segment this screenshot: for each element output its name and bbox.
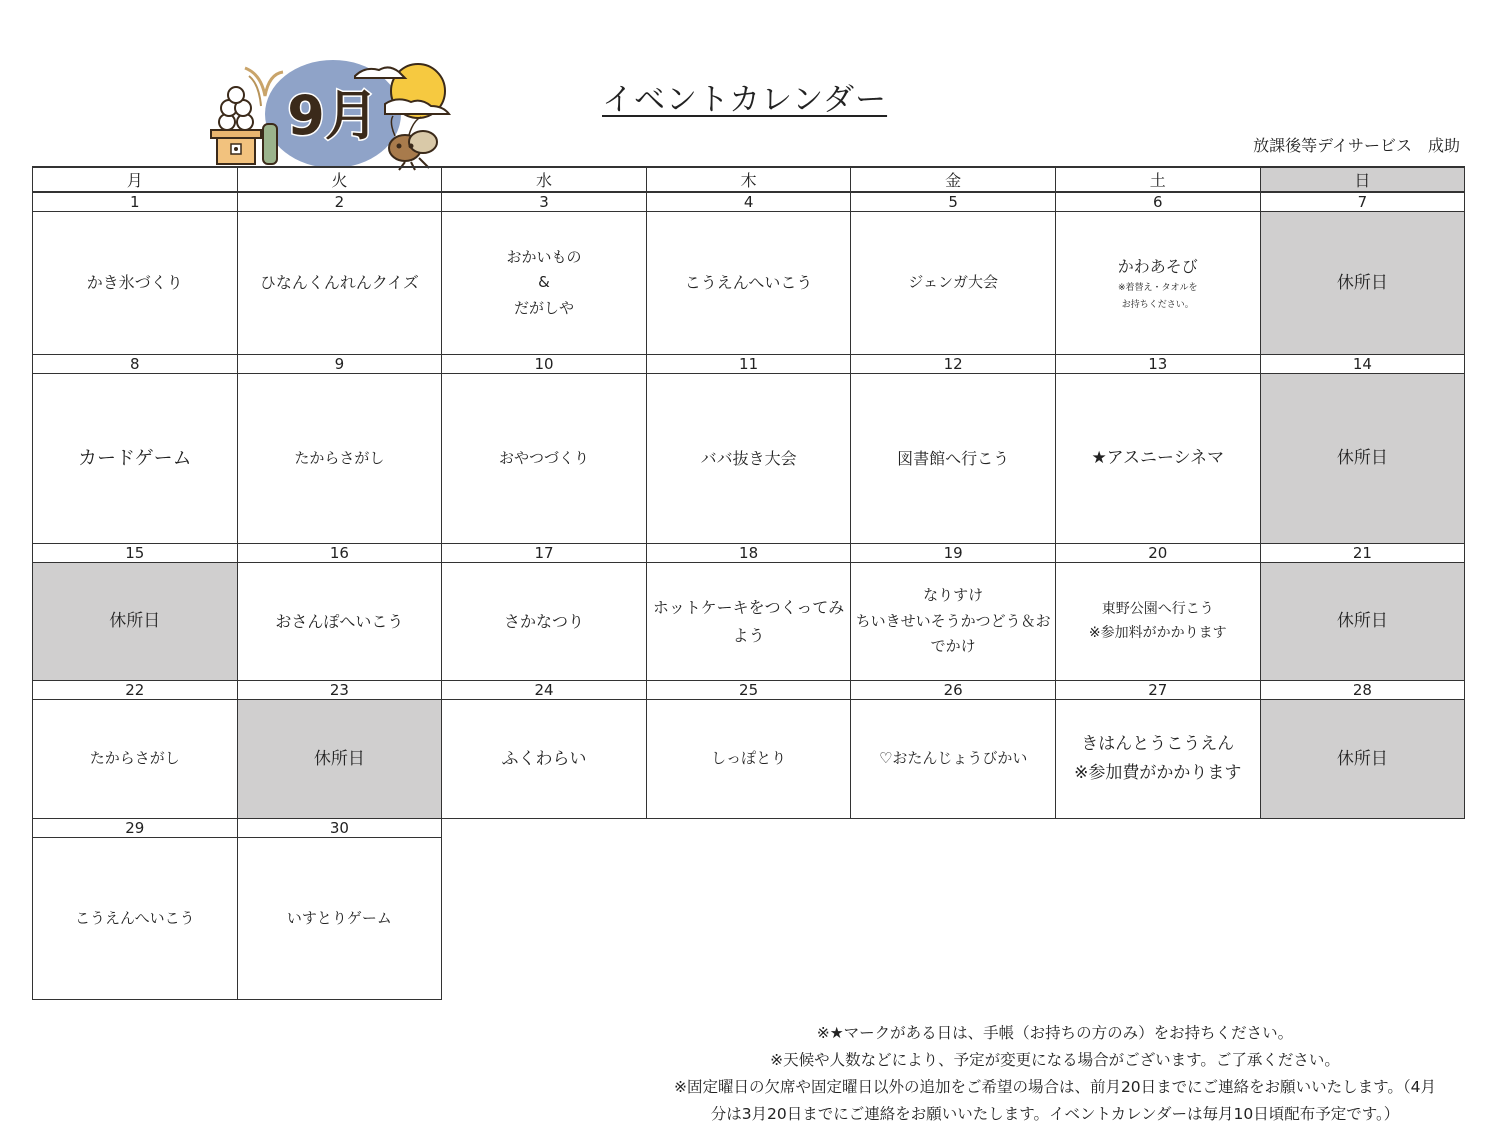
event-cell <box>32 373 238 544</box>
date-number: 4 <box>646 192 852 212</box>
note-line: 分は3月20日までにご連絡をお願いいたします。イベントカレンダーは毎月10日頃配布予定です。） <box>710 1105 1400 1123</box>
closed-label: 休所日 <box>313 748 365 769</box>
date-number: 22 <box>32 680 238 700</box>
notes-section <box>640 1020 1470 1128</box>
closed-label: 休所日 <box>1336 748 1388 769</box>
closed-day-cell <box>237 699 443 819</box>
event-cell <box>441 562 647 681</box>
date-number: 26 <box>850 680 1056 700</box>
date-number: 29 <box>32 818 238 838</box>
organization-name: 放課後等デイサービス 成助 <box>1253 136 1460 155</box>
event-text: かき氷づくり <box>86 273 183 293</box>
date-number: 5 <box>850 192 1056 212</box>
date-number: 2 <box>237 192 443 212</box>
page-title: イベントカレンダー <box>602 82 888 118</box>
event-text: ※参加料がかかります <box>1088 624 1227 641</box>
event-text: おかいもの <box>506 247 582 266</box>
event-text: ババ抜き大会 <box>700 448 797 468</box>
event-cell <box>1055 699 1261 819</box>
event-cell <box>237 837 443 1000</box>
date-number: 6 <box>1055 192 1261 212</box>
event-cell <box>646 373 852 544</box>
date-number: 12 <box>850 354 1056 374</box>
weekday-header: 水 <box>441 166 647 192</box>
event-cell <box>1055 211 1261 355</box>
weekday-header: 火 <box>237 166 443 192</box>
note-line: ※天候や人数などにより、予定が変更になる場合がございます。ご了承ください。 <box>770 1051 1340 1069</box>
event-cell <box>237 373 443 544</box>
date-number: 24 <box>441 680 647 700</box>
month-badge-illustration <box>205 58 467 176</box>
event-text: ジェンガ大会 <box>908 273 999 292</box>
event-cell <box>646 699 852 819</box>
event-text: おやつづくり <box>498 448 589 467</box>
event-text: ひなんくんれんクイズ <box>259 273 419 293</box>
date-number: 14 <box>1260 354 1466 374</box>
closed-day-cell <box>1260 373 1466 544</box>
date-number: 16 <box>237 543 443 563</box>
date-number: 20 <box>1055 543 1261 563</box>
event-cell <box>1055 562 1261 681</box>
event-cell <box>237 211 443 355</box>
closed-label: 休所日 <box>1336 448 1388 469</box>
closed-label: 休所日 <box>1336 272 1388 293</box>
event-cell <box>850 211 1056 355</box>
event-cell <box>441 373 647 544</box>
event-text: たからさがし <box>294 448 385 467</box>
event-text: ※参加費がかかります <box>1074 763 1242 783</box>
event-cell <box>32 699 238 819</box>
event-cell <box>32 211 238 355</box>
event-text: ホットケーキをつくってみ <box>652 598 845 618</box>
event-text: ♡おたんじょうびかい <box>878 749 1028 768</box>
event-cell <box>646 211 852 355</box>
event-text: きはんとうこうえん <box>1081 734 1235 755</box>
date-number: 15 <box>32 543 238 563</box>
date-number: 17 <box>441 543 647 563</box>
event-cell <box>1055 373 1261 544</box>
closed-label: 休所日 <box>109 611 161 632</box>
date-number: 28 <box>1260 680 1466 700</box>
weekday-header: 金 <box>850 166 1056 192</box>
date-number: 7 <box>1260 192 1466 212</box>
date-number: 30 <box>237 818 443 838</box>
event-cell <box>441 211 647 355</box>
event-text: よう <box>732 625 765 645</box>
closed-day-cell <box>32 562 238 681</box>
event-text: 図書館へ行こう <box>897 448 1010 468</box>
event-text: いすとりゲーム <box>286 908 392 927</box>
closed-label: 休所日 <box>1336 611 1388 632</box>
event-text: 東野公園へ行こう <box>1101 600 1214 617</box>
date-number: 11 <box>646 354 852 374</box>
calendar-grid <box>32 166 1464 999</box>
event-cell <box>441 699 647 819</box>
weekday-header: 日 <box>1260 166 1466 192</box>
date-number: 8 <box>32 354 238 374</box>
event-note: ※着替え・タオルを <box>1118 283 1198 294</box>
event-cell <box>850 373 1056 544</box>
event-text: カードゲーム <box>77 447 192 470</box>
date-number: 9 <box>237 354 443 374</box>
event-text: でかけ <box>930 637 976 656</box>
note-line: ※固定曜日の欠席や固定曜日以外の追加をご希望の場合は、前月20日までにご連絡をお願いいたします。（4月 <box>673 1078 1437 1096</box>
event-cell <box>32 837 238 1000</box>
date-number: 3 <box>441 192 647 212</box>
note-line: ※★マークがある日は、手帳（お持ちの方のみ）をお持ちください。 <box>816 1024 1294 1042</box>
event-text: たからさがし <box>89 749 180 768</box>
event-note: お持ちください。 <box>1121 299 1194 310</box>
closed-day-cell <box>1260 562 1466 681</box>
event-text: こうえんへいこう <box>684 273 813 293</box>
date-number: 18 <box>646 543 852 563</box>
date-number: 25 <box>646 680 852 700</box>
weekday-header: 木 <box>646 166 852 192</box>
date-number: 10 <box>441 354 647 374</box>
date-number: 19 <box>850 543 1056 563</box>
event-text: だがしや <box>513 298 574 317</box>
event-cell <box>850 699 1056 819</box>
date-number: 23 <box>237 680 443 700</box>
event-text: こうえんへいこう <box>74 908 195 927</box>
month-badge-text: 9月 <box>287 84 379 147</box>
date-number: 21 <box>1260 543 1466 563</box>
event-cell <box>646 562 852 681</box>
event-text: しっぽとり <box>711 749 787 768</box>
date-number: 1 <box>32 192 238 212</box>
event-text: ★アスニーシネマ <box>1091 448 1225 469</box>
event-text: かわあそび <box>1117 257 1198 277</box>
event-text: ふくわらい <box>501 748 587 769</box>
closed-day-cell <box>1260 211 1466 355</box>
event-text: さかなつり <box>503 611 584 631</box>
event-text: おさんぽへいこう <box>275 611 404 631</box>
weekday-header: 土 <box>1055 166 1261 192</box>
event-cell <box>850 562 1056 681</box>
date-number: 13 <box>1055 354 1261 374</box>
event-text: & <box>538 273 550 292</box>
event-text: なりすけ <box>923 586 984 605</box>
event-text: ちいきせいそうかつどう＆お <box>855 611 1051 630</box>
event-cell <box>237 562 443 681</box>
closed-day-cell <box>1260 699 1466 819</box>
weekday-header: 月 <box>32 166 238 192</box>
date-number: 27 <box>1055 680 1261 700</box>
